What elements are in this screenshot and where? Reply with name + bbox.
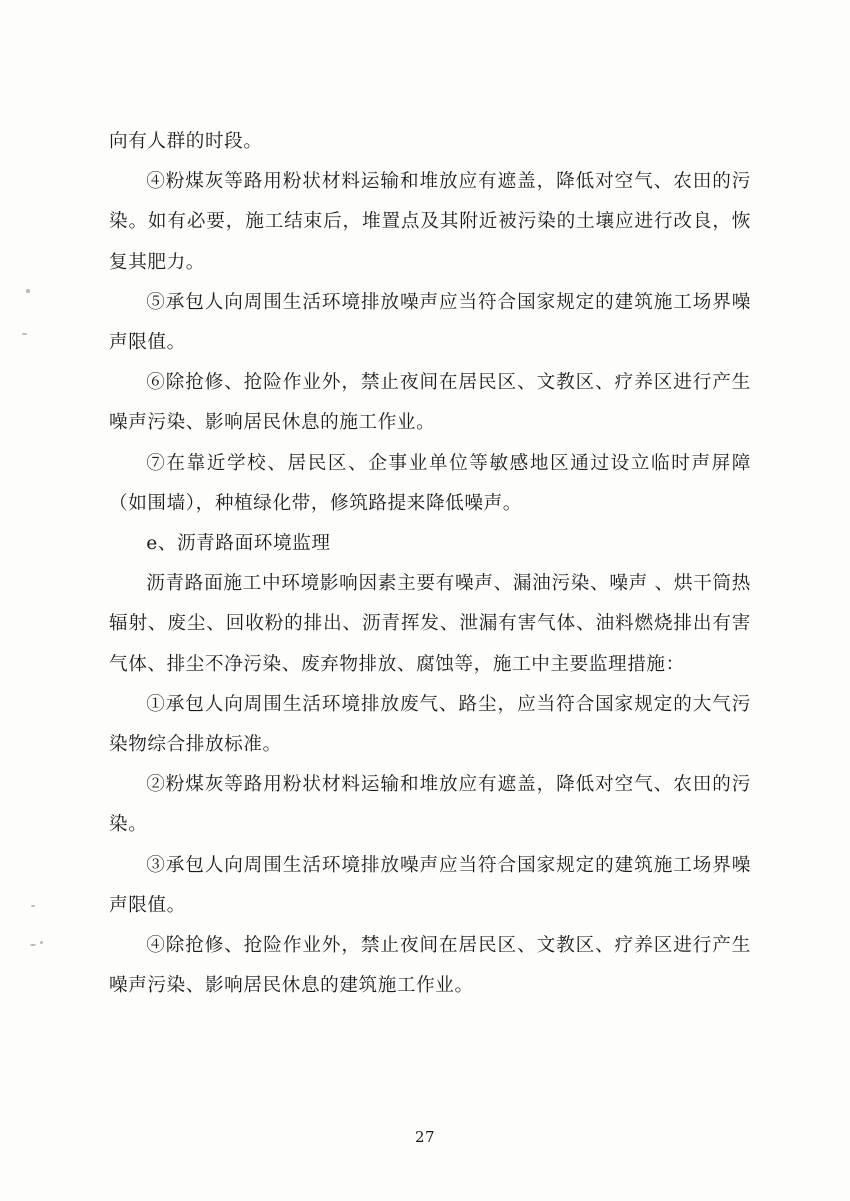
scan-speck — [30, 944, 36, 946]
scan-speck — [40, 941, 43, 944]
scan-speck — [31, 905, 35, 907]
paragraph: ⑥除抢修、抢险作业外，禁止夜间在居民区、文教区、疗养区进行产生噪声污染、影响居民休息的施工作业。 — [109, 372, 751, 434]
body-text — [109, 122, 751, 1006]
page-number: 27 — [414, 1128, 436, 1146]
paragraph: ②粉煤灰等路用粉状材料运输和堆放应有遮盖，降低对空气、农田的污染。 — [109, 774, 751, 836]
scan-speck — [26, 289, 30, 293]
paragraph: ③承包人向周围生活环境排放噪声应当符合国家规定的建筑施工场界噪声限值。 — [109, 854, 751, 916]
paragraph: 沥青路面施工中环境影响因素主要有噪声、漏油污染、噪声 、烘干筒热辐射、废尘、回收粉的排出、沥青挥发、泄漏有害气体、油料燃烧排出有害气体、排尘不净污染、废弃物排放、腐蚀等，施工中主要监理措施： — [109, 573, 751, 675]
paragraph: ⑤承包人向周围生活环境排放噪声应当符合国家规定的建筑施工场界噪声限值。 — [109, 291, 751, 354]
paragraph: ④粉煤灰等路用粉状材料运输和堆放应有遮盖，降低对空气、农田的污染。如有必要，施工结束后，堆置点及其附近被污染的土壤应进行改良，恢复其肥力。 — [109, 171, 751, 273]
paragraph: ④除抢修、抢险作业外，禁止夜间在居民区、文教区、疗养区进行产生噪声污染、影响居民休息的建筑施工作业。 — [109, 935, 751, 997]
paragraph: 向有人群的时段。 — [109, 131, 263, 152]
section-heading: e、沥青路面环境监理 — [146, 533, 331, 555]
paragraph: ①承包人向周围生活环境排放废气、路尘，应当符合国家规定的大气污染物综合排放标准。 — [109, 693, 751, 756]
scan-speck — [22, 333, 27, 335]
paragraph: ⑦在靠近学校、居民区、企事业单位等敏感地区通过设立临时声屏障（如围墙），种植绿化带，修筑路提来降低噪声。 — [109, 452, 751, 514]
